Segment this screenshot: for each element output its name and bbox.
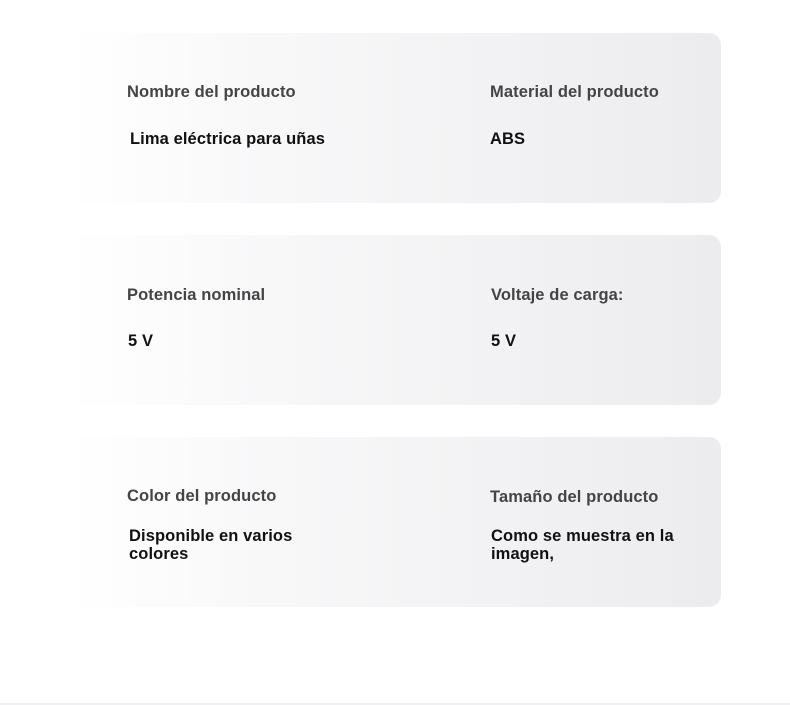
- rated-power-value: 5 V: [128, 332, 154, 350]
- product-material-value: ABS: [490, 130, 526, 148]
- charging-voltage-label: Voltaje de carga:: [491, 286, 624, 304]
- charging-voltage-value: 5 V: [491, 332, 517, 350]
- product-name-label: Nombre del producto: [127, 83, 296, 101]
- rated-power-label: Potencia nominal: [127, 286, 266, 304]
- spec-card-2: [70, 235, 721, 405]
- spec-card-1: [70, 33, 721, 203]
- product-size-value: Como se muestra en la imagen,: [491, 527, 674, 563]
- product-size-label: Tamaño del producto: [490, 488, 659, 506]
- spec-card-3: [70, 437, 721, 607]
- product-color-value: Disponible en varios colores: [129, 527, 293, 563]
- product-material-label: Material del producto: [490, 83, 659, 101]
- product-name-value: Lima eléctrica para uñas: [130, 130, 325, 148]
- product-color-label: Color del producto: [127, 487, 277, 505]
